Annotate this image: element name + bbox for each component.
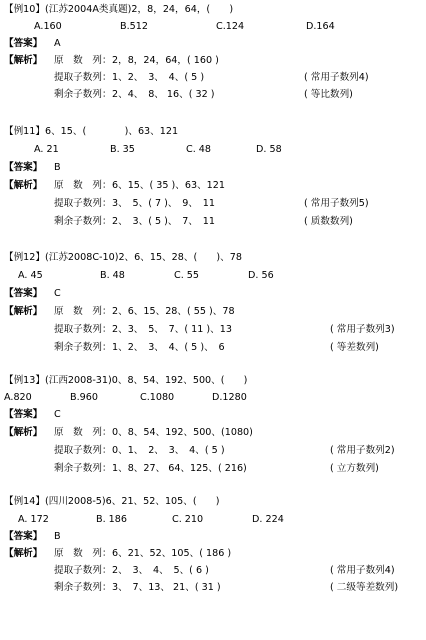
row-content: 0、1、 2、 3、 4、( 5 ) [112,445,225,456]
row-note: ( 等比数列) [304,89,353,100]
options-line [0,268,426,283]
option-b: B. 186 [96,514,127,525]
analysis-label: 【解析】 [4,548,43,559]
analysis-row [0,580,426,595]
question-text: 【例12】(江苏2008C-10)2、6、15、28、( )、78 [4,252,242,263]
analysis-label: 【解析】 [4,180,43,191]
answer-label: 【答案】 [4,162,43,173]
answer-line [0,407,426,422]
answer-line [0,160,426,175]
analysis-row [0,563,426,578]
option-c: C. 210 [172,514,204,525]
row-note: ( 立方数列) [330,463,379,474]
answer-line [0,36,426,51]
row-note: ( 常用子数列2) [330,445,395,456]
row-content: 1、2、 3、 4、( 5 ) [112,72,205,83]
options-line [0,512,426,527]
options-line [0,142,426,157]
row-label: 剩余子数列： [54,463,112,474]
option-c: C. 48 [186,144,212,155]
row-note: ( 等差数列) [330,342,379,353]
row-label: 剩余子数列： [54,89,112,100]
option-d: D.164 [306,21,335,32]
answer-value: C [54,288,61,299]
row-label: 剩余子数列： [54,342,112,353]
row-content: 3、 7、13、 21、( 31 ) [112,582,221,593]
option-a: A. 45 [18,270,43,281]
answer-value: B [54,162,61,173]
question-text: 【例13】(江西2008-31)0、8、54、192、500、( ) [4,375,248,386]
row-label: 提取子数列： [54,445,112,456]
question-line [0,2,426,17]
answer-value: C [54,409,61,420]
analysis-label: 【解析】 [4,306,43,317]
row-content: 2、3、 5、 7、( 11 )、13 [112,324,232,335]
analysis-row [0,461,426,476]
option-b: B.960 [70,392,98,403]
question-text: 【例11】6、15、( )、63、121 [4,126,179,137]
answer-label: 【答案】 [4,531,43,542]
row-content: 2、 3、 4、 5、( 6 ) [112,565,209,576]
analysis-row [0,53,426,68]
row-label: 原 数 列： [54,548,112,559]
analysis-label: 【解析】 [4,427,43,438]
row-label: 提取子数列： [54,72,112,83]
question-line [0,494,426,509]
row-label: 原 数 列： [54,427,112,438]
analysis-row [0,87,426,102]
option-a: A. 21 [34,144,59,155]
analysis-row [0,425,426,440]
row-note: ( 常用子数列4) [304,72,369,83]
options-line [0,19,426,34]
answer-value: A [54,38,61,49]
row-note: ( 常用子数列3) [330,324,395,335]
row-label: 原 数 列： [54,306,112,317]
row-content: 0、8、54、192、500、(1080) [112,427,253,438]
analysis-row [0,178,426,193]
row-content: 3、 5、( 7 )、 9、 11 [112,198,215,209]
question-line [0,250,426,265]
analysis-row [0,340,426,355]
row-label: 提取子数列： [54,198,112,209]
row-content: 2、6、15、28、( 55 )、78 [112,306,235,317]
question-text: 【例14】(四川2008-5)6、21、52、105、( ) [4,496,220,507]
answer-value: B [54,531,61,542]
option-a: A.160 [34,21,62,32]
option-c: C.1080 [140,392,175,403]
analysis-row [0,196,426,211]
row-label: 原 数 列： [54,180,112,191]
options-line [0,390,426,405]
question-line [0,124,426,139]
row-label: 剩余子数列： [54,582,112,593]
row-content: 1、8、27、 64、125、( 216) [112,463,247,474]
row-note: ( 常用子数列4) [330,565,395,576]
analysis-row [0,70,426,85]
option-d: D. 56 [248,270,274,281]
option-d: D.1280 [212,392,247,403]
answer-label: 【答案】 [4,38,43,49]
answer-line [0,286,426,301]
question-text: 【例10】(江苏2004A类真题)2，8，24，64，( ) [4,4,234,15]
analysis-row [0,546,426,561]
row-content: 1、2、 3、 4、( 5 )、 6 [112,342,225,353]
analysis-row [0,304,426,319]
row-content: 6、21、52、105、( 186 ) [112,548,232,559]
option-b: B.512 [120,21,148,32]
row-note: ( 常用子数列5) [304,198,369,209]
analysis-row [0,322,426,337]
row-note: ( 质数数列) [304,216,353,227]
analysis-row [0,214,426,229]
option-a: A. 172 [18,514,49,525]
row-label: 原 数 列： [54,55,112,66]
row-content: 2、 3、( 5 )、 7、 11 [112,216,215,227]
row-label: 提取子数列： [54,324,112,335]
row-label: 提取子数列： [54,565,112,576]
analysis-row [0,443,426,458]
analysis-label: 【解析】 [4,55,43,66]
row-content: 6、15、( 35 )、63、121 [112,180,225,191]
row-content: 2，8，24，64，( 160 ) [112,55,219,66]
option-d: D. 224 [252,514,284,525]
option-b: B. 48 [100,270,125,281]
answer-label: 【答案】 [4,409,43,420]
row-content: 2、4、 8、 16、( 32 ) [112,89,215,100]
option-a: A.820 [4,392,32,403]
row-label: 剩余子数列： [54,216,112,227]
option-b: B. 35 [110,144,135,155]
option-d: D. 58 [256,144,282,155]
question-line [0,373,426,388]
option-c: C. 55 [174,270,200,281]
row-note: ( 二级等差数列) [330,582,399,593]
option-c: C.124 [216,21,245,32]
answer-label: 【答案】 [4,288,43,299]
answer-line [0,529,426,544]
